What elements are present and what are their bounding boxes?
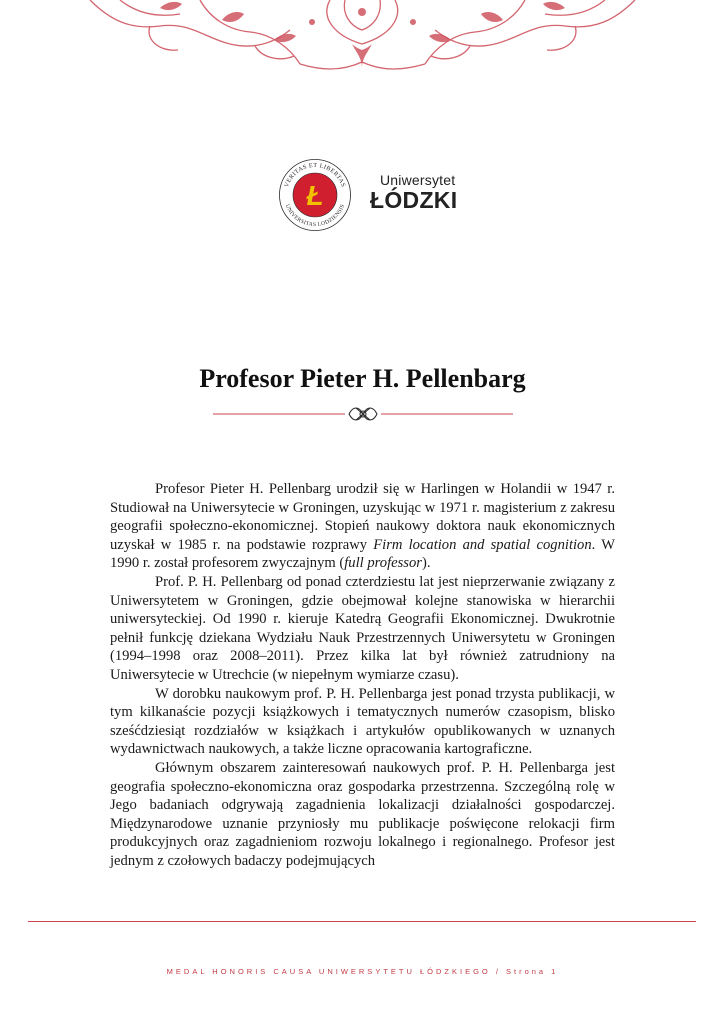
italic-text: Firm location and spatial cognition bbox=[373, 536, 592, 553]
italic-text: full professor bbox=[344, 555, 422, 572]
university-logo bbox=[278, 158, 478, 232]
svg-text:VERITAS ET LIBERTAS: VERITAS ET LIBERTAS bbox=[283, 161, 347, 189]
paragraph-text: ). bbox=[421, 555, 431, 572]
paragraph-text: Prof. P. H. Pellenbarg od ponad czterdziestu lat jest nieprzerwanie związany z Uniwersytetem w Groningen, gdzie obejmował kolejne stanowiska w hierarchii uniwersyteckiej. Od 1990 r. kieruje Katedrą Geografii Ekonomicznej. Dwukrotnie pełnił funkcję dziekana Wydziału Nauk Przestrzennych Uniwersytetu w Groningen (1994–1998 oraz 2008–2011). Przez kilka lat był również zatrudniony na Uniwersytecie w Utrechcie (w niepełnym wymiarze czasu). bbox=[110, 573, 615, 683]
seal-letter: Ł bbox=[306, 180, 324, 211]
body-paragraph bbox=[110, 685, 615, 759]
svg-text:UNIVERSITAS LODZIENSIS: UNIVERSITAS LODZIENSIS bbox=[283, 203, 347, 229]
article-body bbox=[110, 480, 615, 870]
university-wordmark bbox=[370, 172, 457, 214]
floral-ornament-icon bbox=[0, 0, 725, 80]
paragraph-text: Profesor Pieter H. Pellenbarg urodził się w Harlingen w Holandii w 1947 r. Studiował na Uniwersytecie w Groningen, uzyskując w 1971 r. magisterium z zakresu geografii społeczno-ekonomicznej. Stopień naukowy doktora nauk ekonomicznych uzyskał w 1985 r. na podstawie rozprawy bbox=[110, 481, 615, 553]
wordmark-small: Uniwersytet bbox=[380, 172, 456, 188]
wordmark-big: ŁÓDZKI bbox=[370, 187, 458, 213]
paragraph-text: Głównym obszarem zainteresowań naukowych prof. P. H. Pellenbarga jest geografia społeczno-ekonomiczna oraz gospodarka przestrzenna. Szczególną rolę w Jego badaniach odgrywają zagadnienia lokalizacji działalności gospodarczej. Międzynarodowe uznanie przyniosły mu publikacje poświęcone relokacji firm produkcyjnych oraz zagadnieniom rozwoju lokalnego i regionalnego. Profesor jest jednym z czołowych badaczy podejmujących bbox=[110, 759, 615, 869]
page-footer: MEDAL HONORIS CAUSA UNIWERSYTETU ŁÓDZKIEGO / Strona 1 bbox=[166, 967, 559, 976]
body-paragraph bbox=[110, 480, 615, 573]
body-paragraph bbox=[110, 759, 615, 871]
paragraph-text: W dorobku naukowym prof. P. H. Pellenbarga jest ponad trzysta publikacji, w tym kilkanaście pozycji książkowych i tematycznych numerów czasopism, blisko sześćdziesiąt rozdziałów w książkach i artykułów opublikowanych w uznanych wydawnictwach naukowych, a także liczne opracowania kartograficzne. bbox=[110, 685, 615, 758]
paragraph-text: . W 1990 r. został profesorem zwyczajnym ( bbox=[110, 536, 615, 572]
footer-divider bbox=[28, 921, 696, 922]
university-seal-icon bbox=[278, 158, 352, 232]
body-paragraph bbox=[110, 573, 615, 685]
knot-ornament-icon bbox=[213, 402, 513, 424]
page-title: Profesor Pieter H. Pellenbarg bbox=[199, 364, 526, 393]
